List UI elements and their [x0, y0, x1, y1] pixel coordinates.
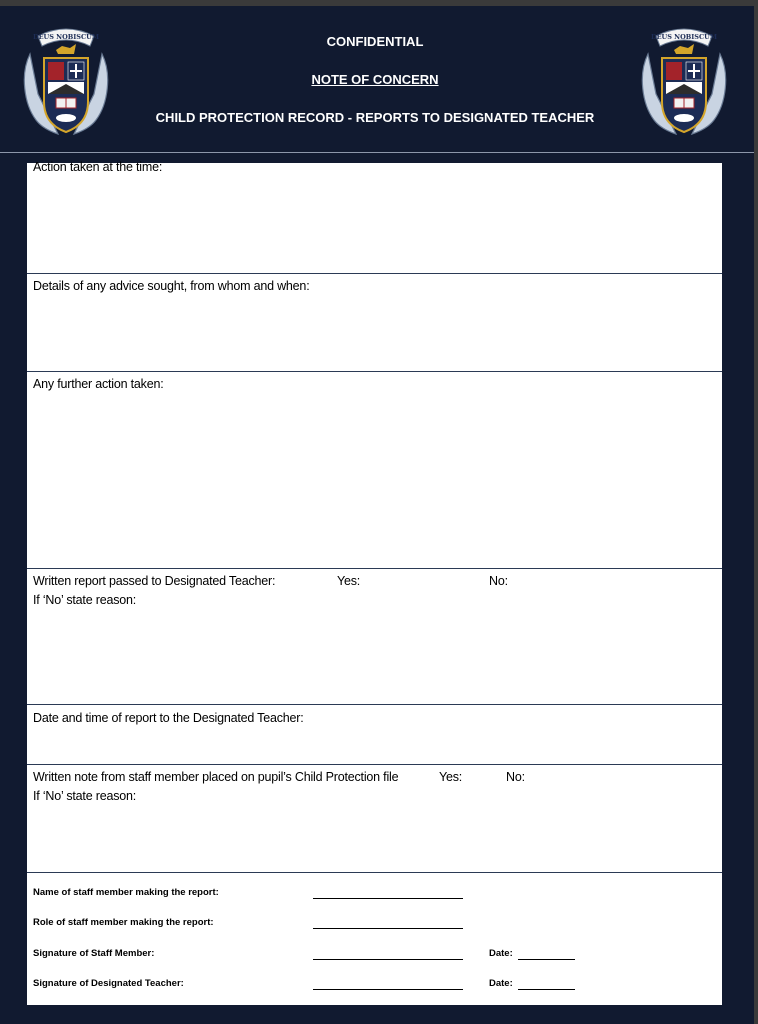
date-time-report-section[interactable] — [27, 705, 722, 765]
staff-role-label: Role of staff member making the report: — [33, 917, 214, 928]
written-report-reason-label: If ‘No’ state reason: — [33, 593, 137, 607]
written-note-label: Written note from staff member placed on pupil’s Child Protection file — [33, 770, 399, 784]
svg-text:DEUS NOBISCUM: DEUS NOBISCUM — [32, 33, 100, 41]
window-right-edge — [754, 0, 758, 1024]
staff-signature-label: Signature of Staff Member: — [33, 948, 155, 959]
further-action-label: Any further action taken: — [33, 377, 164, 391]
note-of-concern-title: NOTE OF CONCERN — [311, 72, 439, 87]
staff-name-row — [27, 887, 722, 903]
written-note-yes-option[interactable]: Yes: — [439, 770, 463, 784]
written-note-section[interactable] — [27, 765, 722, 873]
confidential-heading: CONFIDENTIAL — [326, 34, 424, 49]
written-report-no-option[interactable]: No: — [489, 574, 508, 588]
staff-role-row — [27, 917, 722, 933]
header-divider — [0, 152, 754, 153]
staff-name-label: Name of staff member making the report: — [33, 887, 219, 898]
concern-form — [27, 160, 722, 1005]
written-report-label: Written report passed to Designated Teacher: — [33, 574, 276, 588]
teacher-date-label: Date: — [489, 978, 513, 989]
school-crest-right — [636, 24, 732, 142]
document-header — [0, 6, 754, 152]
school-crest-left — [18, 24, 114, 142]
svg-text:DEUS NOBISCUM: DEUS NOBISCUM — [650, 33, 718, 41]
teacher-signature-field[interactable] — [313, 989, 463, 990]
written-report-section[interactable] — [27, 569, 722, 705]
action-taken-label: Action taken at the time: — [33, 160, 163, 174]
written-note-reason-label: If ‘No’ state reason: — [33, 789, 137, 803]
staff-date-field[interactable] — [518, 959, 575, 960]
staff-signature-field[interactable] — [313, 959, 463, 960]
teacher-signature-label: Signature of Designated Teacher: — [33, 978, 184, 989]
teacher-date-field[interactable] — [518, 989, 575, 990]
advice-sought-label: Details of any advice sought, from whom and when: — [33, 279, 310, 293]
staff-role-field[interactable] — [313, 928, 463, 929]
staff-name-field[interactable] — [313, 898, 463, 899]
written-report-yes-option[interactable]: Yes: — [337, 574, 361, 588]
staff-signature-row — [27, 948, 722, 964]
signature-section — [27, 873, 722, 1005]
document-subtitle: CHILD PROTECTION RECORD - REPORTS TO DESIGNATED TEACHER — [155, 110, 595, 125]
date-time-report-label: Date and time of report to the Designated Teacher: — [33, 711, 304, 725]
further-action-section[interactable] — [27, 372, 722, 569]
advice-sought-section[interactable] — [27, 274, 722, 372]
action-taken-section[interactable] — [27, 160, 722, 274]
staff-date-label: Date: — [489, 948, 513, 959]
written-note-no-option[interactable]: No: — [506, 770, 525, 784]
teacher-signature-row — [27, 978, 722, 994]
